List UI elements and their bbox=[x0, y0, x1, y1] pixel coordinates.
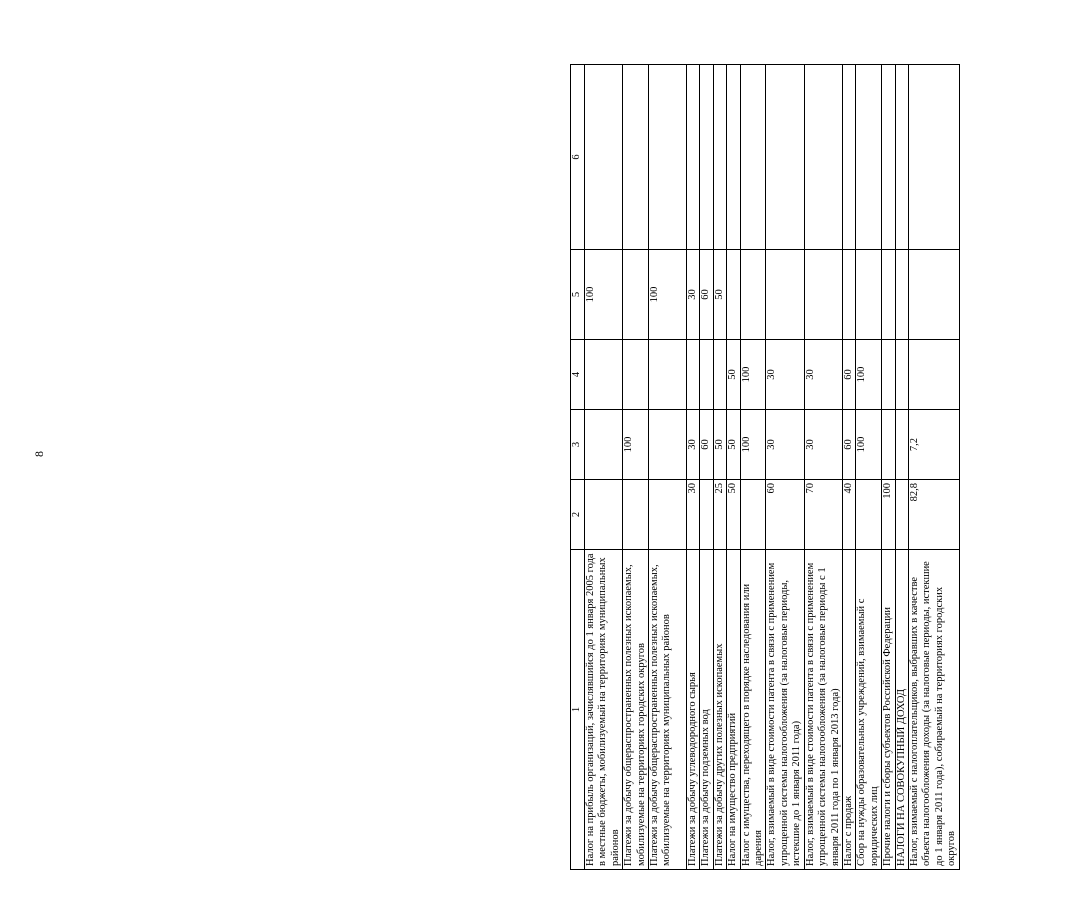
share-cell-c2: 82,8 bbox=[908, 480, 959, 550]
page-number: 8 bbox=[32, 451, 46, 457]
share-cell-c6 bbox=[740, 65, 766, 250]
share-cell-c4 bbox=[713, 340, 726, 410]
share-cell-c5 bbox=[882, 250, 895, 340]
share-cell-c3: 60 bbox=[842, 410, 855, 480]
table-row bbox=[895, 65, 908, 870]
share-cell-c2 bbox=[649, 480, 687, 550]
table-row bbox=[740, 65, 766, 870]
share-cell-c5 bbox=[842, 250, 855, 340]
share-cell-c4: 30 bbox=[804, 340, 842, 410]
share-cell-c6 bbox=[700, 65, 713, 250]
share-cell-c5: 30 bbox=[687, 250, 700, 340]
share-cell-c4 bbox=[649, 340, 687, 410]
share-cell-c3: 50 bbox=[713, 410, 726, 480]
share-cell-c5 bbox=[623, 250, 649, 340]
share-cell-c2 bbox=[700, 480, 713, 550]
share-cell-c2 bbox=[895, 480, 908, 550]
share-cell-c3: 30 bbox=[804, 410, 842, 480]
tax-name-cell: Налог на прибыль организаций, зачислявшийся до 1 января 2005 года в местные бюджеты, мобилизуемый на территориях муниципальных районов bbox=[585, 550, 623, 870]
table-row bbox=[766, 65, 804, 870]
share-cell-c5 bbox=[856, 250, 882, 340]
share-cell-c6 bbox=[623, 65, 649, 250]
table-row bbox=[700, 65, 713, 870]
tax-name-cell: Налог на имущество предприятий bbox=[727, 550, 740, 870]
tax-name-cell: Платежи за добычу углеводородного сырья bbox=[687, 550, 700, 870]
tax-name-cell: Налог, взимаемый в виде стоимости патента в связи с применением упрощенной системы налогообложения (за налоговые периоды, истекшие до 1 января 2011 года) bbox=[766, 550, 804, 870]
share-cell-c2: 100 bbox=[882, 480, 895, 550]
share-cell-c3: 60 bbox=[700, 410, 713, 480]
table-row bbox=[713, 65, 726, 870]
share-cell-c4: 100 bbox=[740, 340, 766, 410]
share-cell-c5 bbox=[740, 250, 766, 340]
tax-name-cell: Платежи за добычу общераспространенных полезных ископаемых, мобилизуемые на территориях муниципальных районов bbox=[649, 550, 687, 870]
share-cell-c2 bbox=[623, 480, 649, 550]
share-cell-c3 bbox=[895, 410, 908, 480]
table-row bbox=[804, 65, 842, 870]
share-cell-c4 bbox=[908, 340, 959, 410]
share-cell-c4 bbox=[623, 340, 649, 410]
table-row bbox=[687, 65, 700, 870]
tax-name-cell: Налог, взимаемый в виде стоимости патента в связи с применением упрощенной системы налогообложения (за налоговые периоды с 1 января 2011 года по 1 января 2013 года) bbox=[804, 550, 842, 870]
tax-name-cell: Сбор на нужды образовательных учреждений, взимаемый с юридических лиц bbox=[856, 550, 882, 870]
table-row bbox=[882, 65, 895, 870]
share-cell-c6 bbox=[895, 65, 908, 250]
share-cell-c2: 70 bbox=[804, 480, 842, 550]
rotated-table-wrapper bbox=[570, 65, 1075, 870]
tax-name-cell: Прочие налоги и сборы субъектов Российской Федерации bbox=[882, 550, 895, 870]
share-cell-c5: 100 bbox=[585, 250, 623, 340]
table-row bbox=[908, 65, 959, 870]
share-cell-c2 bbox=[740, 480, 766, 550]
share-cell-c3: 30 bbox=[687, 410, 700, 480]
table-header-row bbox=[571, 65, 585, 870]
tax-name-cell: Платежи за добычу общераспространенных полезных ископаемых, мобилизуемые на территориях городских округов bbox=[623, 550, 649, 870]
share-cell-c5 bbox=[895, 250, 908, 340]
share-cell-c3: 100 bbox=[740, 410, 766, 480]
share-cell-c6 bbox=[842, 65, 855, 250]
share-cell-c4 bbox=[895, 340, 908, 410]
share-cell-c3 bbox=[649, 410, 687, 480]
share-cell-c6 bbox=[713, 65, 726, 250]
share-cell-c2: 25 bbox=[713, 480, 726, 550]
tax-name-cell: НАЛОГИ НА СОВОКУПНЫЙ ДОХОД bbox=[895, 550, 908, 870]
share-cell-c4 bbox=[700, 340, 713, 410]
share-cell-c5 bbox=[766, 250, 804, 340]
header-cell-5: 5 bbox=[571, 250, 585, 340]
table-row bbox=[585, 65, 623, 870]
share-cell-c3: 50 bbox=[727, 410, 740, 480]
share-cell-c5 bbox=[804, 250, 842, 340]
header-cell-6: 6 bbox=[571, 65, 585, 250]
table-row bbox=[727, 65, 740, 870]
share-cell-c3 bbox=[882, 410, 895, 480]
share-cell-c4: 50 bbox=[727, 340, 740, 410]
tax-name-cell: Налог с имущества, переходящего в порядке наследования или дарения bbox=[740, 550, 766, 870]
share-cell-c3: 7,2 bbox=[908, 410, 959, 480]
share-cell-c6 bbox=[766, 65, 804, 250]
share-cell-c5: 60 bbox=[700, 250, 713, 340]
share-cell-c4: 30 bbox=[766, 340, 804, 410]
share-cell-c5 bbox=[908, 250, 959, 340]
share-cell-c3: 100 bbox=[623, 410, 649, 480]
table-row bbox=[623, 65, 649, 870]
header-cell-3: 3 bbox=[571, 410, 585, 480]
share-cell-c4 bbox=[882, 340, 895, 410]
share-cell-c4: 60 bbox=[842, 340, 855, 410]
share-cell-c2: 60 bbox=[766, 480, 804, 550]
header-cell-1: 1 bbox=[571, 550, 585, 870]
header-cell-4: 4 bbox=[571, 340, 585, 410]
share-cell-c6 bbox=[727, 65, 740, 250]
header-cell-2: 2 bbox=[571, 480, 585, 550]
share-cell-c2 bbox=[585, 480, 623, 550]
share-cell-c5: 100 bbox=[649, 250, 687, 340]
share-cell-c6 bbox=[585, 65, 623, 250]
share-cell-c6 bbox=[687, 65, 700, 250]
share-cell-c4 bbox=[687, 340, 700, 410]
tax-distribution-table bbox=[570, 64, 960, 870]
share-cell-c3: 30 bbox=[766, 410, 804, 480]
share-cell-c6 bbox=[649, 65, 687, 250]
share-cell-c4: 100 bbox=[856, 340, 882, 410]
share-cell-c2: 50 bbox=[727, 480, 740, 550]
share-cell-c3 bbox=[585, 410, 623, 480]
share-cell-c2 bbox=[856, 480, 882, 550]
share-cell-c3: 100 bbox=[856, 410, 882, 480]
share-cell-c6 bbox=[882, 65, 895, 250]
tax-name-cell: Налог, взимаемый с налогоплательщиков, выбравших в качестве объекта налогообложения доходы (за налоговые периоды, истекшие до 1 января 2011 года), собираемый на территориях городских округов bbox=[908, 550, 959, 870]
tax-name-cell: Налог с продаж bbox=[842, 550, 855, 870]
table-row bbox=[649, 65, 687, 870]
table-row bbox=[856, 65, 882, 870]
table-row bbox=[842, 65, 855, 870]
share-cell-c5: 50 bbox=[713, 250, 726, 340]
tax-name-cell: Платежи за добычу других полезных ископаемых bbox=[713, 550, 726, 870]
share-cell-c6 bbox=[856, 65, 882, 250]
share-cell-c6 bbox=[908, 65, 959, 250]
share-cell-c6 bbox=[804, 65, 842, 250]
tax-name-cell: Платежи за добычу подземных вод bbox=[700, 550, 713, 870]
share-cell-c2: 30 bbox=[687, 480, 700, 550]
share-cell-c4 bbox=[585, 340, 623, 410]
share-cell-c5 bbox=[727, 250, 740, 340]
share-cell-c2: 40 bbox=[842, 480, 855, 550]
